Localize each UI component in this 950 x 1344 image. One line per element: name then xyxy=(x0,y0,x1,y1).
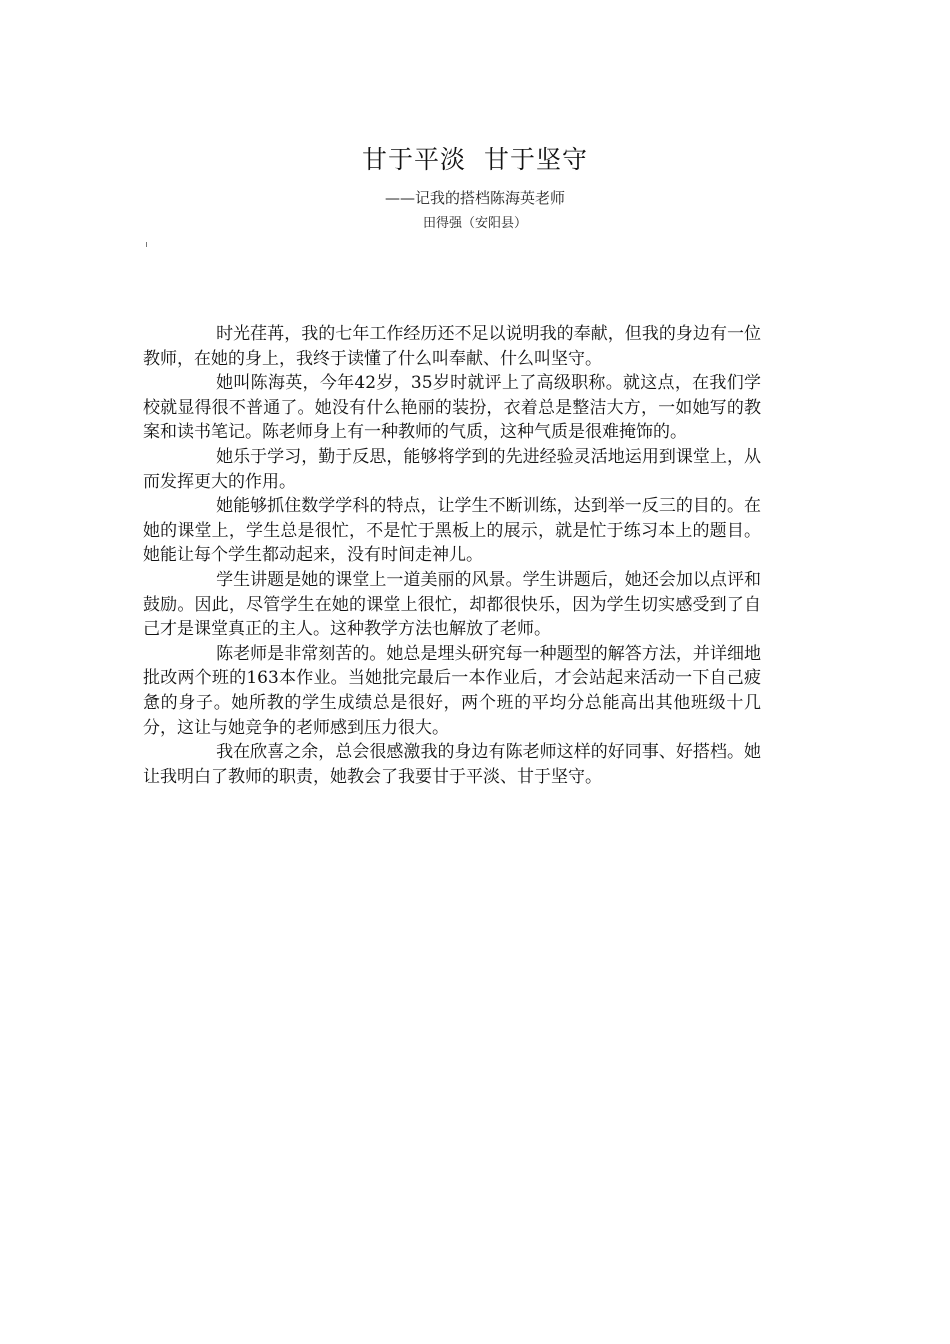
document-title: 甘于平淡 甘于坚守 xyxy=(362,145,588,174)
paragraph-7: 我在欣喜之余，总会很感激我的身边有陈老师这样的好同事、好搭档。她让我明白了教师的职责，她教会了我要甘于平淡、甘于坚守。 xyxy=(143,742,761,787)
paragraph-1: 时光荏苒，我的七年工作经历还不足以说明我的奉献，但我的身边有一位教师，在她的身上，我终于读懂了什么叫奉献、什么叫坚守。 xyxy=(143,324,761,369)
paragraph-6: 陈老师是非常刻苦的。她总是埋头研究每一种题型的解答方法，并详细地批改两个班的163本作业。当她批完最后一本作业后，才会站起来活动一下自己疲惫的身子。她所教的学生成绩总是很好，两个班的平均分总能高出其他班级十几分，这让与她竞争的老师感到压力很大。 xyxy=(143,643,761,738)
document-subtitle: ——记我的搭档陈海英老师 xyxy=(384,189,565,207)
paragraph-2: 她叫陈海英，今年42岁，35岁时就评上了高级职称。就这点，在我们学校就显得很不普通了。她没有什么艳丽的装扮，衣着总是整洁大方，一如她写的教案和读书笔记。陈老师身上有一种教师的气质，这种气质是很难掩饰的。 xyxy=(143,373,761,443)
author-line: 田得强（安阳县） xyxy=(422,216,527,231)
paragraph-3: 她乐于学习，勤于反思，能够将学到的先进经验灵活地运用到课堂上，从而发挥更大的作用。 xyxy=(143,446,761,492)
paragraph-5: 学生讲题是她的课堂上一道美丽的风景。学生讲题后，她还会加以点评和鼓励。因此，尽管学生在她的课堂上很忙，却都很快乐，因为学生切实感受到了自己才是课堂真正的主人。这种教学方法也解放了老师。 xyxy=(143,569,761,640)
article-body xyxy=(143,322,761,789)
stray-mark xyxy=(146,242,147,247)
paragraph-4: 她能够抓住数学学科的特点，让学生不断训练，达到举一反三的目的。在她的课堂上，学生总是很忙，不是忙于黑板上的展示，就是忙于练习本上的题目。她能让每个学生都动起来，没有时间走神儿。 xyxy=(143,496,761,566)
